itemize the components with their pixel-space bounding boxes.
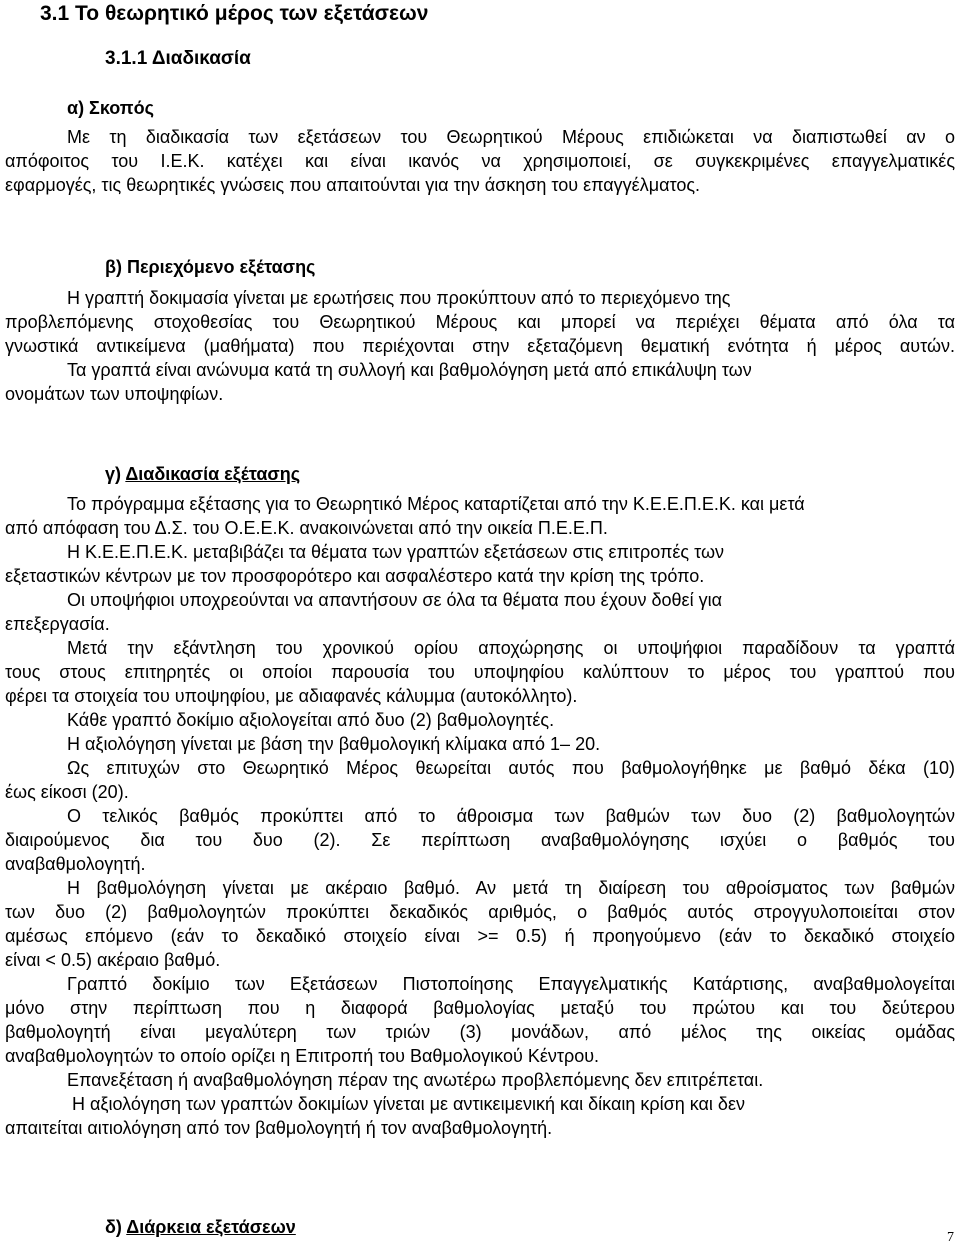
subsection-title: 3.1.1 Διαδικασία	[105, 48, 251, 69]
heading-exam-procedure	[105, 464, 300, 485]
text-line: Η αξιολόγηση των γραπτών δοκιμίων γίνεται με αντικειμενική και δίκαιη κρίση και δεν	[67, 1094, 745, 1114]
text-line: τους στους επιτηρητές οι οποίοι παρουσία του υποψηφίου καλύπτουν το μέρος του γραπτού που	[5, 662, 955, 682]
text-line: Οι υποψήφιοι υποχρεούνται να απαντήσουν σε όλα τα θέματα που έχουν δοθεί για	[67, 590, 722, 610]
text-line: μόνο στην περίπτωση που η διαφορά βαθμολογίας μεταξύ του πρώτου και του δεύτερου	[5, 998, 955, 1018]
text-line: Ως επιτυχών στο Θεωρητικό Μέρος θεωρείται αυτός που βαθμολογήθηκε με βαθμό δέκα (10)	[67, 758, 955, 778]
text-line: Μετά την εξάντληση του χρονικού ορίου αποχώρησης οι υποψήφιοι παραδίδουν τα γραπτά	[67, 638, 955, 658]
paragraph-exam-content	[5, 286, 955, 406]
heading-underlined-text: Διαδικασία εξέτασης	[125, 464, 301, 484]
text-line: Τα γραπτά είναι ανώνυμα κατά τη συλλογή και βαθμολόγηση μετά από επικάλυψη των	[67, 360, 752, 380]
text-line: αμέσως επόμενο (εάν το δεκαδικό στοιχείο είναι >= 0.5) ή προηγούμενο (εάν το δεκαδικό στοιχείο	[5, 926, 955, 946]
text-line: Το πρόγραμμα εξέτασης για το Θεωρητικό Μέρος καταρτίζεται από την Κ.Ε.Ε.Π.Ε.Κ. και μετά	[67, 494, 805, 514]
heading-underlined-text: Διάρκεια εξετάσεων	[126, 1217, 296, 1237]
text-line: ονομάτων των υποψηφίων.	[5, 384, 224, 404]
heading-prefix: δ)	[105, 1217, 127, 1237]
text-line: βαθμολογητή είναι μεγαλύτερη των τριών (3) μονάδων, από μέλος της οικείας ομάδας	[5, 1022, 955, 1042]
text-line: αναβαθμολογητών το οποίο ορίζει η Επιτροπή του Βαθμολογικού Κέντρου.	[5, 1046, 600, 1066]
text-line: απόφοιτος του Ι.Ε.Κ. κατέχει και είναι ικανός να χρησιμοποιεί, σε συγκεκριμένες επαγγελματικές	[5, 151, 955, 171]
text-line: Η Κ.Ε.Ε.Π.Ε.Κ. μεταβιβάζει τα θέματα των γραπτών εξετάσεων στις επιτροπές των	[67, 542, 725, 562]
text-line: έως είκοσι (20).	[5, 782, 129, 802]
text-line: απαιτείται αιτιολόγηση από τον βαθμολογητή ή τον αναβαθμολογητή.	[5, 1118, 553, 1138]
heading-exam-content: β) Περιεχόμενο εξέτασης	[105, 257, 316, 277]
text-line: επεξεργασία.	[5, 614, 110, 634]
text-line: είναι < 0.5) ακέραιο βαθμό.	[5, 950, 221, 970]
text-line: εφαρμογές, τις θεωρητικές γνώσεις που απαιτούνται για την άσκηση του επαγγέλματος.	[5, 175, 701, 195]
text-line: Επανεξέταση ή αναβαθμολόγηση πέραν της ανωτέρω προβλεπόμενης δεν επιτρέπεται.	[67, 1070, 764, 1090]
section-title: 3.1 Το θεωρητικό μέρος των εξετάσεων	[40, 2, 429, 25]
text-line: διαιρούμενος δια του δυο (2). Σε περίπτωση αναβαθμολόγησης ισχύει ο βαθμός του	[5, 830, 955, 850]
text-line: Η γραπτή δοκιμασία γίνεται με ερωτήσεις που προκύπτουν από το περιεχόμενο της	[67, 288, 731, 308]
text-line: Η αξιολόγηση γίνεται με βάση την βαθμολογική κλίμακα από 1– 20.	[67, 734, 601, 754]
paragraph-purpose	[5, 125, 955, 197]
text-line: Ο τελικός βαθμός προκύπτει από το άθροισμα των βαθμών των δυο (2) βαθμολογητών	[67, 806, 955, 826]
text-line: εξεταστικών κέντρων με τον προσφορότερο και ασφαλέστερο κατά την κρίση της τρόπο.	[5, 566, 705, 586]
text-line: προβλεπόμενης στοχοθεσίας του Θεωρητικού Μέρους και μπορεί να περιέχει θέματα από όλα τα	[5, 312, 955, 332]
paragraph-exam-procedure	[5, 492, 955, 1140]
text-line: αναβαθμολογητή.	[5, 854, 146, 874]
heading-prefix: γ)	[105, 464, 126, 484]
text-line: Γραπτό δοκίμιο των Εξετάσεων Πιστοποίησης Επαγγελματικής Κατάρτισης, αναβαθμολογείται	[67, 974, 955, 994]
heading-purpose: α) Σκοπός	[67, 98, 154, 118]
text-line: Κάθε γραπτό δοκίμιο αξιολογείται από δυο (2) βαθμολογητές.	[67, 710, 555, 730]
heading-exam-duration	[105, 1217, 296, 1238]
text-line: από απόφαση του Δ.Σ. του Ο.Ε.Ε.Κ. ανακοινώνεται από την οικεία Π.Ε.Ε.Π.	[5, 518, 608, 538]
text-line: των δυο (2) βαθμολογητών προκύπτει δεκαδικός αριθμός, ο βαθμός αυτός στρογγυλοποιείται στον	[5, 902, 955, 922]
text-line: γνωστικά αντικείμενα (μαθήματα) που περιέχονται στην εξεταζόμενη θεματική ενότητα ή μέρος αυτών.	[5, 336, 955, 356]
text-line: φέρει τα στοιχεία του υποψηφίου, με αδιαφανές κάλυμμα (αυτοκόλλητο).	[5, 686, 578, 706]
text-line: Με τη διαδικασία των εξετάσεων του Θεωρητικού Μέρους επιδιώκεται να διαπιστωθεί αν ο	[67, 127, 955, 147]
page-number: 7	[947, 1230, 954, 1245]
text-line: Η βαθμολόγηση γίνεται με ακέραιο βαθμό. Αν μετά τη διαίρεση του αθροίσματος των βαθμών	[67, 878, 955, 898]
